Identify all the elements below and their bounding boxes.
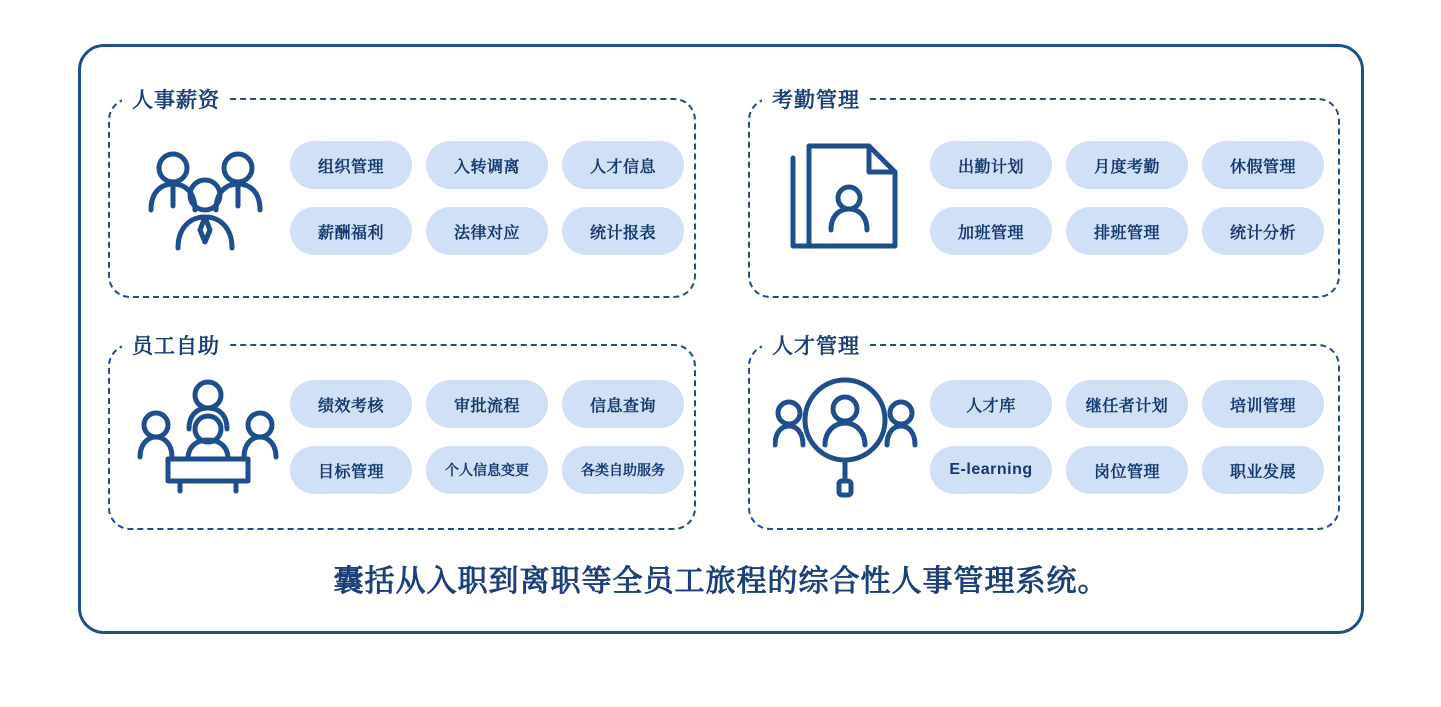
pill-item[interactable]: 信息查询 (562, 380, 684, 428)
team-desk-icon (128, 367, 288, 507)
group-panel-hr-payroll (108, 89, 696, 298)
pill-item[interactable]: 人才信息 (562, 141, 684, 189)
pill-row (930, 207, 1328, 255)
pill-item[interactable]: 法律对应 (426, 207, 548, 255)
pill-item[interactable]: 统计分析 (1202, 207, 1324, 255)
pill-item[interactable]: 组织管理 (290, 141, 412, 189)
group-title: 员工自助 (122, 330, 230, 360)
pill-item[interactable]: 月度考勤 (1066, 141, 1188, 189)
pill-item[interactable]: 目标管理 (290, 446, 412, 494)
pill-item[interactable]: 岗位管理 (1066, 446, 1188, 494)
pill-item[interactable]: 出勤计划 (930, 141, 1052, 189)
pill-group (930, 100, 1328, 296)
group-title: 人才管理 (762, 330, 870, 360)
diagram-caption: 囊括从入职到离职等全员工旅程的综合性人事管理系统。 (333, 565, 1109, 598)
pill-item[interactable]: 培训管理 (1202, 380, 1324, 428)
group-title: 人事薪资 (122, 84, 230, 114)
pill-item[interactable]: 审批流程 (426, 380, 548, 428)
group-title: 考勤管理 (762, 84, 870, 114)
pill-item[interactable]: 薪酬福利 (290, 207, 412, 255)
pill-item[interactable]: 入转调离 (426, 141, 548, 189)
pill-item[interactable]: 统计报表 (562, 207, 684, 255)
pill-group (290, 346, 684, 528)
group-panel-attendance (748, 89, 1340, 298)
group-grid (108, 90, 1340, 530)
pill-item[interactable]: E‑learning (930, 446, 1052, 494)
pill-group (930, 346, 1328, 528)
document-person-icon (768, 128, 928, 268)
three-people-icon (128, 128, 288, 268)
pill-row (930, 446, 1328, 494)
pill-row (930, 380, 1328, 428)
pill-row (290, 141, 684, 189)
pill-item[interactable]: 绩效考核 (290, 380, 412, 428)
pill-row (290, 207, 684, 255)
group-panel-talent (748, 335, 1340, 530)
talent-search-icon (768, 367, 928, 507)
pill-item[interactable]: 人才库 (930, 380, 1052, 428)
pill-row (290, 446, 684, 494)
pill-item[interactable]: 职业发展 (1202, 446, 1324, 494)
pill-item[interactable]: 休假管理 (1202, 141, 1324, 189)
pill-row (930, 141, 1328, 189)
pill-item[interactable]: 各类自助服务 (562, 446, 684, 494)
pill-item[interactable]: 个人信息变更 (426, 446, 548, 494)
pill-item[interactable]: 加班管理 (930, 207, 1052, 255)
pill-row (290, 380, 684, 428)
pill-group (290, 100, 684, 296)
pill-item[interactable]: 排班管理 (1066, 207, 1188, 255)
group-panel-self-service (108, 335, 696, 530)
pill-item[interactable]: 继任者计划 (1066, 380, 1188, 428)
